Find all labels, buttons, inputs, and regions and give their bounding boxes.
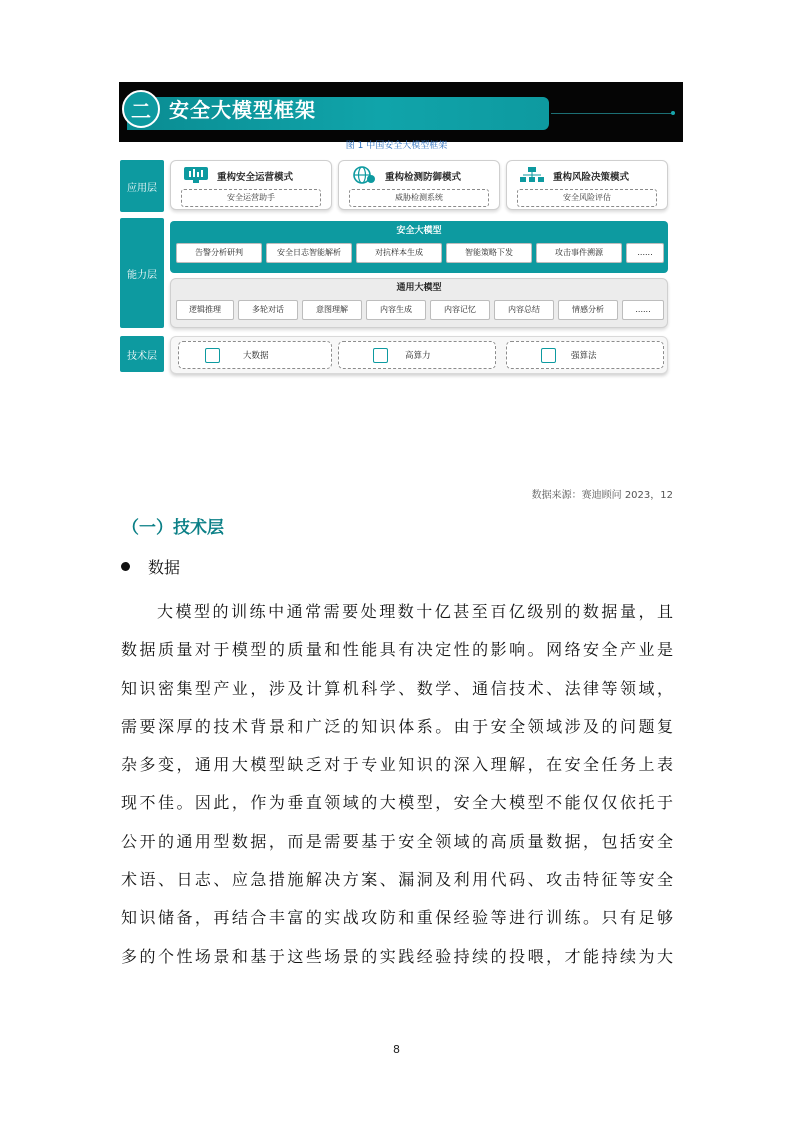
paragraph-line: 公开的通用型数据，而是需要基于安全领域的高质量数据，包括安全 (121, 831, 673, 851)
capability-chip: 内容记忆 (430, 300, 490, 320)
decision-icon (519, 166, 545, 184)
monitor-icon (183, 166, 209, 184)
banner-dot (671, 111, 675, 115)
app-card-sub: 安全风险评估 (517, 189, 657, 207)
algorithm-icon (541, 348, 556, 363)
capability-chip: 攻击事件溯源 (536, 243, 622, 263)
paragraph-line: 知识密集型产业，涉及计算机科学、数学、通信技术、法律等领域， (121, 678, 673, 698)
security-model-title: 安全大模型 (396, 226, 442, 236)
paragraph-line: 需要深厚的技术背景和广泛的知识体系。由于安全领域涉及的问题复 (121, 716, 673, 736)
tech-card-label: 大数据 (243, 351, 269, 361)
section-number: 二 (122, 90, 160, 128)
bullet-text: 数据 (148, 558, 181, 577)
paragraph-line: 现不佳。因此，作为垂直领域的大模型，安全大模型不能仅仅依托于 (121, 793, 673, 813)
paragraph-line: 术语、日志、应急措施解决方案、漏洞及利用代码、攻击特征等安全 (121, 870, 673, 890)
general-model-title: 通用大模型 (396, 283, 442, 293)
section-title: 安全大模型框架 (169, 98, 316, 122)
app-card-operations (170, 160, 332, 210)
body-paragraph (121, 593, 673, 976)
capability-chip: 内容总结 (494, 300, 554, 320)
capability-chip: 告警分析研判 (176, 243, 262, 263)
capability-chip: 对抗样本生成 (356, 243, 442, 263)
app-card-sub: 威胁检测系统 (349, 189, 489, 207)
tech-card-algorithm (506, 341, 664, 369)
app-card-title: 重构风险决策模式 (553, 172, 630, 183)
layer-label-application: 应用层 (120, 160, 164, 212)
subsection-heading: （一）技术层 (122, 518, 224, 538)
banner-divider (551, 113, 671, 114)
paragraph-line: 知识储备，再结合丰富的实战攻防和重保经验等进行训练。只有足够 (121, 908, 673, 928)
app-card-title: 重构检测防御模式 (385, 172, 462, 183)
layer-label-technology: 技术层 (120, 336, 164, 372)
app-card-sub: 安全运营助手 (181, 189, 321, 207)
app-card-detection (338, 160, 500, 210)
tech-card-bigdata (178, 341, 332, 369)
figure-caption: 图 1 中国安全大模型框架 (345, 141, 448, 151)
capability-chip: 情感分析 (558, 300, 618, 320)
compute-icon (373, 348, 388, 363)
capability-chip: 逻辑推理 (176, 300, 234, 320)
capability-chip: 内容生成 (366, 300, 426, 320)
capability-chip: 意图理解 (302, 300, 362, 320)
capability-chip: 安全日志智能解析 (266, 243, 352, 263)
tech-card-compute (338, 341, 496, 369)
globe-shield-icon (351, 166, 377, 184)
app-card-risk (506, 160, 668, 210)
paragraph-line: 大模型的训练中通常需要处理数十亿甚至百亿级别的数据量，且 (157, 602, 673, 621)
page-number: 8 (393, 1043, 400, 1056)
section-banner (119, 82, 683, 142)
paragraph-line: 多的个性场景和基于这些场景的实践经验持续的投喂，才能持续为大 (121, 946, 673, 966)
source-note: 数据来源：赛迪顾问 2023，12 (531, 490, 673, 501)
capability-chip: 智能策略下发 (446, 243, 532, 263)
tech-card-label: 高算力 (405, 351, 431, 361)
layer-label-capability: 能力层 (120, 218, 164, 328)
capability-chip-more: ...... (626, 243, 664, 263)
app-card-title: 重构安全运营模式 (217, 172, 294, 183)
tech-card-label: 强算法 (571, 351, 597, 361)
paragraph-line: 数据质量对于模型的质量和性能具有决定性的影响。网络安全产业是 (121, 640, 673, 660)
framework-diagram (120, 157, 672, 377)
capability-chip: 多轮对话 (238, 300, 298, 320)
data-chart-icon (205, 348, 220, 363)
capability-chip-more: ...... (622, 300, 664, 320)
bullet-icon (121, 562, 130, 571)
paragraph-line: 杂多变，通用大模型缺乏对于专业知识的深入理解，在安全任务上表 (121, 755, 673, 775)
